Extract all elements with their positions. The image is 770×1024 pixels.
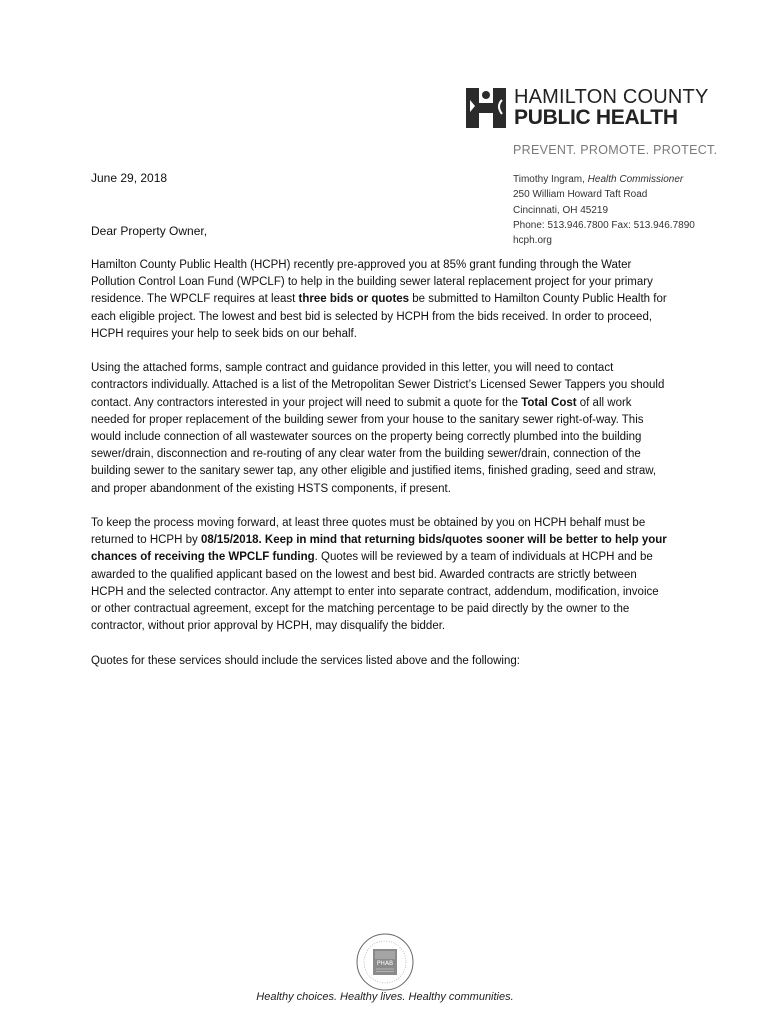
p1-text-a: Hamilton County Public Health (HCPH) recently pre-approved you at 85% grant funding through the Water Pollution Control Loan Fund (WPCLF) to help in the building sewer lateral replacement project for your primary residence. The WPCLF requires at least — [91, 259, 653, 306]
p3-text-a: To keep the process moving forward, at least three quotes must be obtained by you on HCPH behalf must be returned to HCPH by — [91, 517, 646, 547]
p2-text-b: of all work needed for proper replacement of the building sewer from your house to the sanitary sewer right-of-way. This would include connection of all wastewater sources on the property being correctly plumbed into the building sewer/drain, disconnection and re-routing of any clear water from the building sewer/drain, connection of the building sewer to the sanitary sewer tap, any other eligible and justified items, finished grading, seed and straw, and proper abandonment of the existing HSTS components, if present. — [91, 396, 657, 495]
commissioner-name: Timothy Ingram, — [513, 174, 588, 185]
tagline: PREVENT. PROMOTE. PROTECT. — [513, 143, 718, 157]
letter-body — [91, 257, 671, 687]
commissioner-title: Health Commissioner — [587, 174, 684, 185]
footer-motto: Healthy choices. Healthy lives. Healthy communities. — [256, 991, 514, 1003]
phone-fax: Phone: 513.946.7800 Fax: 513.946.7890 — [513, 219, 695, 231]
address-line2: Cincinnati, OH 45219 — [513, 204, 609, 216]
paragraph-1 — [91, 257, 671, 343]
seal-label: PHAB — [376, 960, 394, 967]
paragraph-4: Quotes for these services should include the services listed above and the following: — [91, 654, 520, 667]
p2-text-a: Using the attached forms, sample contract and guidance provided in this letter, you will need to contact contractors individually. Attached is a list of the Metropolitan Sewer District’s Licensed Sewer Tappers you should contact. Any contractors interested in your project will need to submit a quote for the — [91, 362, 665, 409]
org-name-line1: HAMILTON COUNTY — [514, 86, 709, 108]
hcph-logo-mark-icon — [466, 88, 506, 128]
p2-bold: Total Cost — [521, 396, 577, 409]
p1-bold: three bids or quotes — [298, 293, 410, 306]
letter-date: June 29, 2018 — [91, 171, 168, 185]
org-logo — [466, 86, 709, 132]
website-link[interactable]: hcph.org — [513, 235, 552, 247]
address-line1: 250 William Howard Taft Road — [513, 189, 648, 201]
contact-block — [513, 172, 695, 248]
accreditation-seal-icon — [355, 932, 415, 992]
paragraph-2 — [91, 360, 671, 498]
p3-text-b: . Quotes will be reviewed by a team of individuals at HCPH and be awarded to the qualified applicant based on the lowest and best bid. Awarded contracts are strictly between HCPH and the selected contractor. Any attempt to enter into separate contract, addendum, modification, invoice or other contractual agreement, except for the matching percentage to be paid directly by the owner to the contractor, without prior approval by HCPH, may disqualify the bidder. — [91, 551, 659, 633]
greeting: Dear Property Owner, — [91, 224, 208, 238]
commissioner-line — [513, 172, 695, 187]
paragraph-3 — [91, 515, 671, 635]
p3-bold: 08/15/2018. Keep in mind that returning bids/quotes sooner will be better to help your chances of receiving the WPCLF funding — [91, 534, 667, 564]
org-name-line2: PUBLIC HEALTH — [514, 106, 678, 129]
p1-text-b: be submitted to Hamilton County Public Health for each eligible project. The lowest and best bid is selected by HCPH from the bids received. In order to proceed, HCPH requires your help to seek bids on our behalf. — [91, 293, 667, 340]
